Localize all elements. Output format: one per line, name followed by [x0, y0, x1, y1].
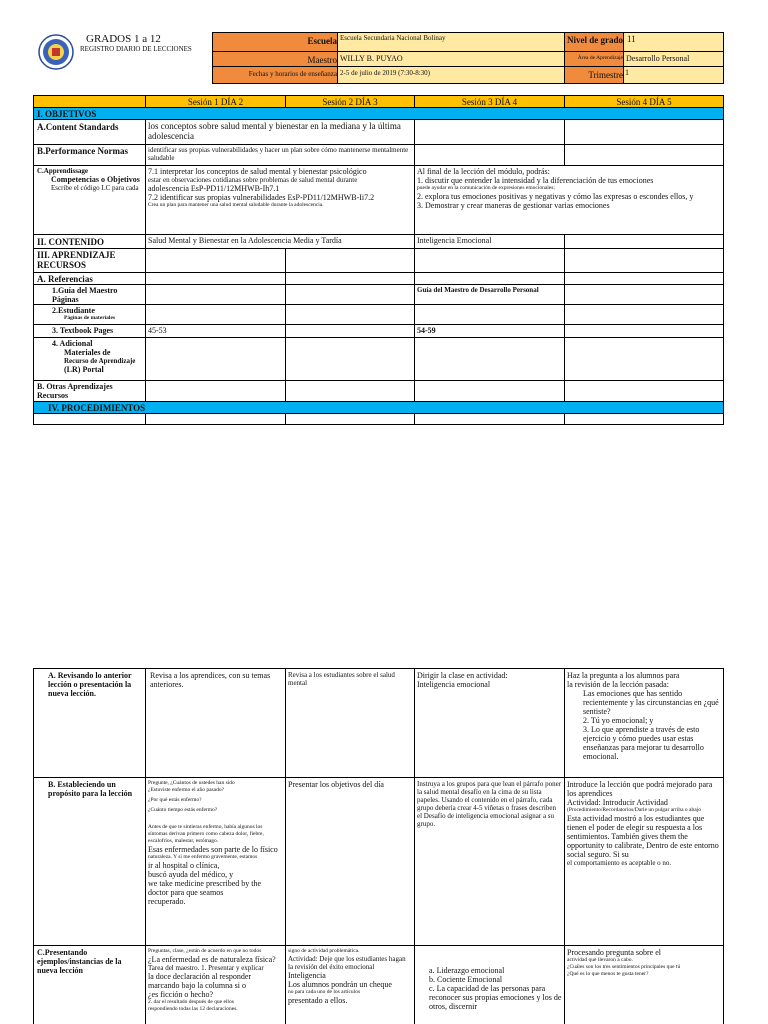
presentando-s4	[564, 945, 724, 1024]
est-s1-line-6: Esas enfermedades son parte de lo físico	[148, 845, 278, 854]
proc-row-blank-s1	[145, 413, 286, 425]
pres-s2-line-1: signo de actividad problemática.	[288, 948, 360, 954]
est-s1-line-9: buscó ayuda del médico, y	[148, 870, 234, 879]
contenido-s1: Salud Mental y Bienestar en la Adolescencia Media y Tardía	[145, 234, 415, 249]
guia-s3: Guía del Maestro de Desarrollo Personal	[414, 284, 565, 305]
pres-s4-line-4: ¿Qué es lo que menos te gusta tener?	[567, 971, 649, 977]
comp-s3-line-2: 1. discutir que entender la intensidad y la diferenciación de tus emociones	[417, 176, 654, 185]
competencias-s3	[414, 165, 724, 235]
comp-s1-line-3: adolescencia EsP-PD11/12MHWB-Ih7.1	[148, 184, 280, 193]
est-s4-line-1: Introduce la lección que podrá mejorado para los aprendices	[567, 780, 713, 798]
estudiante-label-cell	[33, 304, 146, 325]
pres-s1-line-5: ¿es ficción o hecho?	[148, 990, 214, 999]
est-s4-line-3: (Procedimiento/Recordatorios/Darle un pulgar arriba o abajo	[567, 807, 701, 813]
competencias-label-3: Escribe el código LC para cada	[51, 184, 139, 192]
performance-value: identificar sus propias vulnerabilidades y hacer un plan sobre cómo mantenerse mentalmente saludable	[145, 144, 415, 166]
proc-row-blank-s4	[564, 413, 724, 425]
revisando-s3	[414, 668, 565, 778]
estudiante-s2	[285, 304, 415, 325]
contenido-label: II. CONTENIDO	[33, 234, 146, 249]
comp-s1-line-5: Crea un plan para mantener una salud mental saludable durante la adolescencia.	[148, 202, 324, 208]
textbook-label: 3. Textbook Pages	[33, 324, 146, 338]
rev-s4-line-5: 3. Lo que aprendiste a través de esto ejercicio y cómo puedes usar estas enseñanzas para mejorar tu desarrollo emocional.	[583, 725, 704, 761]
revisando-s4	[564, 668, 724, 778]
content-standards-value: los conceptos sobre salud mental y bienestar en la mediana y la última adolescencia	[145, 119, 415, 145]
pres-s3-line-2: b. Cociente Emocional	[429, 975, 503, 984]
guia-s1	[145, 284, 286, 305]
rev-s4-line-3: Las emociones que has sentido recientemente y las circunstancias en ¿qué sentiste?	[583, 689, 719, 716]
proc-row-blank-label	[33, 413, 146, 425]
pres-s1-line-6: 2. dar el resultado después de que ellos	[148, 999, 234, 1005]
est-s1-line-2: ¿Estuviste enfermo el año pasado?	[148, 787, 225, 793]
rev-s4-item-2: Tú yo emocional; y	[590, 716, 654, 725]
fechas-value: 2-5 de julio de 2019 (7:30-8:30)	[337, 66, 565, 84]
comp-s3-line-3: puede ayudar en la comunicación de expresiones emocionales;	[417, 185, 555, 191]
est-s1-line-8: ir al hospital o clínica,	[148, 861, 220, 870]
presentando-s3	[414, 945, 565, 1024]
estudiante-s3	[414, 304, 565, 325]
rev-s4-line-4: 2. Tú yo emocional; y	[583, 716, 654, 725]
pres-s1-line-1: Preguntas, clase, ¿están de acuerdo en que no todos	[148, 948, 262, 954]
estudiante-label: 2.Estudiante	[52, 306, 95, 315]
est-s4-line-2: Actividad: Introducir Actividad	[567, 798, 668, 807]
estudiante-s4	[564, 304, 724, 325]
adicional-s4	[564, 337, 724, 381]
otras-s2	[285, 380, 415, 402]
session-1-header: Sesión 1 DÍA 2	[145, 95, 286, 108]
recursos-s1	[145, 248, 286, 273]
rev-s3-line-1: Dirigir la clase en actividad:	[417, 671, 508, 680]
register-subtitle: REGISTRO DIARIO DE LECCIONES	[80, 45, 192, 53]
comp-s1-line-1: 7.1 interpretar los conceptos de salud mental y bienestar psicológico	[148, 167, 367, 176]
pres-s2-line-5: no para cada uno de los artículos	[288, 989, 361, 995]
comp-s3-line-1: Al final de la lección del módulo, podrás:	[417, 167, 550, 176]
session-4-header: Sesión 4 DÍA 5	[564, 95, 724, 108]
est-s1-line-7: naturaleza. Y si me enfermo gravemente, estamos	[148, 854, 258, 860]
contenido-s4	[564, 234, 724, 249]
content-standards-label: A.Content Standards	[33, 119, 146, 145]
adicional-s3	[414, 337, 565, 381]
est-s4-line-4: Esta actividad mostró a los estudiantes que tienen el poder de elegir su respuesta a los sentimientos. También gives them the opportunity to calibrate, Dentro de este entorno social seguro. Si su	[567, 814, 719, 859]
adicional-label-cell	[33, 337, 146, 381]
estableciendo-s2: Presentar los objetivos del día	[285, 777, 415, 946]
comp-s1-line-4: 7.2 identificar sus propias vulnerabilidades EsP-PD11/12MHWB-Ii7.2	[148, 193, 375, 202]
pres-s3-line-3: c. La capacidad de las personas para reconocer sus propias emociones y los de otros, discernir	[429, 984, 562, 1011]
objetivos-heading: I. OBJETIVOS	[33, 107, 724, 120]
pres-s1-line-2: ¿La enfermedad es de naturaleza física?	[148, 955, 276, 964]
est-s4-line-5: el comportamiento es aceptable o no.	[567, 859, 672, 867]
nivel-value: 11	[623, 32, 724, 52]
est-s1-line-5: Antes de que te sintieras enfermo, había algunos los síntomas derivan primero como cabeza dolor, fiebre, escalofríos, malestar, estómago.	[148, 824, 264, 844]
est-s1-line-10: we take medicine prescribed by the doctor para que seamos	[148, 879, 262, 897]
recursos-s3	[414, 248, 565, 273]
nivel-label: Nivel de grado	[564, 32, 624, 52]
presentando-label: C.Presentando ejemplos/instancias de la nueva lección	[33, 945, 146, 1024]
pres-s2-line-6: presentado a ellos.	[288, 996, 348, 1005]
rev-s4-line-2: la revisión de la lección pasada:	[567, 680, 669, 689]
otras-s4	[564, 380, 724, 402]
rev-s3-line-2: Inteligencia emocional	[417, 680, 491, 689]
adicional-s2	[285, 337, 415, 381]
competencias-label-1: C.Apprendissage	[37, 167, 89, 175]
pres-s3-item-a: Liderazgo emocional	[436, 966, 505, 975]
competencias-s1	[145, 165, 415, 235]
area-label: Área de Aprendizaje	[564, 51, 624, 67]
pres-s2-line-4: Los alumnos pondrán un cheque	[288, 980, 392, 989]
comp-s3-line-4: 2. explora tus emociones positivas y negativas y cómo las expresas o escondes ellos, y	[417, 192, 694, 201]
content-standards-s4	[564, 119, 724, 145]
session-2-header: Sesión 2 DÍA 3	[285, 95, 415, 108]
maestro-value: WILLY B. PUYAO	[337, 51, 565, 67]
est-s1-line-11: recuperado.	[148, 897, 186, 906]
pres-s1-line-4: la doce declaración al responder marcando bajo la columna si o	[148, 972, 252, 990]
proc-row-blank-s2	[285, 413, 415, 425]
comp-s1-line-2: estar en observaciones cotidianas sobre problemas de salud mental durante	[148, 176, 358, 184]
otras-s1	[145, 380, 286, 402]
textbook-s2	[285, 324, 415, 338]
pres-s3-item-c: La capacidad de las personas para reconocer sus propias emociones y los de otros, discernir	[429, 984, 562, 1011]
estableciendo-label: B. Estableciendo un propósito para la lección	[33, 777, 146, 946]
pres-s1-line-3: Tarea del maestro. 1. Presentar y explicar	[148, 964, 264, 972]
textbook-s1: 45-53	[145, 324, 286, 338]
rev-s4-item-3: Lo que aprendiste a través de esto ejercicio y cómo puedes usar estas enseñanzas para mejorar tu desarrollo emocional.	[583, 725, 704, 761]
est-s1-line-4: ¿Cuánto tiempo estás enfermo?	[148, 807, 218, 813]
pres-s2-line-3: Inteligencia	[288, 971, 326, 980]
revisando-label: A. Revisando lo anterior lección o presentación la nueva lección.	[33, 668, 146, 778]
pres-s3-line-1: a. Liderazgo emocional	[429, 966, 505, 975]
pres-s3-item-b: Cociente Emocional	[437, 975, 503, 984]
adicional-s1	[145, 337, 286, 381]
est-s1-line-3: ¿Por qué estás enfermo?	[148, 797, 202, 803]
session-3-header: Sesión 3 DÍA 4	[414, 95, 565, 108]
performance-s4	[564, 144, 724, 166]
estableciendo-s4	[564, 777, 724, 946]
adicional-label-1: 4. Adicional	[52, 339, 93, 348]
performance-s3	[414, 144, 565, 166]
escuela-value: Escuela Secundaria Nacional Bolinay	[337, 32, 565, 52]
rev-s4-line-1: Haz la pregunta a los alumnos para	[567, 671, 680, 680]
competencias-label-2: Competencias o Objetivos	[51, 175, 140, 184]
estudiante-s1	[145, 304, 286, 325]
guia-label: 1.Guía del Maestro Páginas	[33, 284, 146, 305]
pres-s4-line-2: actividad que llevaron a cabo.	[567, 957, 633, 963]
performance-label: B.Performance Normas	[33, 144, 146, 166]
fechas-label: Fechas y horarios de enseñanza	[212, 66, 338, 84]
otras-label: B. Otras Aprendizajes Recursos	[33, 380, 146, 402]
presentando-s1	[145, 945, 286, 1024]
contenido-s3: Inteligencia Emocional	[414, 234, 565, 249]
trimestre-value: 1	[623, 66, 724, 84]
guia-s4	[564, 284, 724, 305]
revisando-s2: Revisa a los estudiantes sobre el salud mental	[285, 668, 415, 778]
maestro-label: Maestro	[212, 51, 338, 67]
otras-s3	[414, 380, 565, 402]
textbook-s4	[564, 324, 724, 338]
recursos-label: III. APRENDIZAJE RECURSOS	[33, 248, 146, 273]
comp-s3-line-5: 3. Demostrar y crear maneras de gestionar varias emociones	[417, 201, 610, 210]
proc-row-blank-s3	[414, 413, 565, 425]
guia-s2	[285, 284, 415, 305]
est-s1-line-1: Pregunte, ¿Cuántos de ustedes han sido	[148, 780, 235, 786]
area-value: Desarrollo Personal	[623, 51, 724, 67]
trimestre-label: Trimestre	[564, 66, 624, 84]
estudiante-sub: Páginas de materiales	[64, 315, 116, 321]
adicional-label-2: Materiales de	[64, 348, 111, 357]
referencias-label: A. Referencias	[33, 272, 146, 285]
adicional-label-4: (LR) Portal	[64, 365, 104, 374]
escuela-label: Escuela	[212, 32, 338, 52]
estableciendo-s3: Instruya a los grupos para que lean el párrafo poner la salud mental desafío en la cima de su lista papeles. Usando el contenido en el párrafo, cada grupo debería crear 4-5 viñetas o frases describen el Desafío de inteligencia emocional asignar a su grupo.	[414, 777, 565, 946]
adicional-label-3: Recurso de Aprendizaje	[64, 357, 136, 365]
revisando-s1: Revisa a los aprendices, con su temas anteriores.	[145, 668, 286, 778]
content-standards-s3	[414, 119, 565, 145]
recursos-s4	[564, 248, 724, 273]
procedimientos-heading: IV. PROCEDIMIENTOS	[33, 401, 724, 414]
recursos-s2	[285, 248, 415, 273]
pres-s2-line-2: Actividad: Deje que los estudiantes hagan la revisión del éxito emocional	[288, 955, 406, 971]
presentando-s2	[285, 945, 415, 1024]
pres-s1-line-7: respondiendo todas las 12 declaraciones.	[148, 1006, 238, 1012]
pres-s4-line-3: ¿Cuáles son los tres sentimientos principales que tú	[567, 964, 681, 970]
pres-s4-line-1: Procesando pregunta sobre el	[567, 948, 661, 957]
deped-seal-logo	[38, 34, 74, 70]
competencias-label-cell	[33, 165, 146, 235]
estableciendo-s1	[145, 777, 286, 946]
grades-title: GRADOS 1 a 12	[86, 33, 161, 45]
textbook-s3: 54-59	[414, 324, 565, 338]
